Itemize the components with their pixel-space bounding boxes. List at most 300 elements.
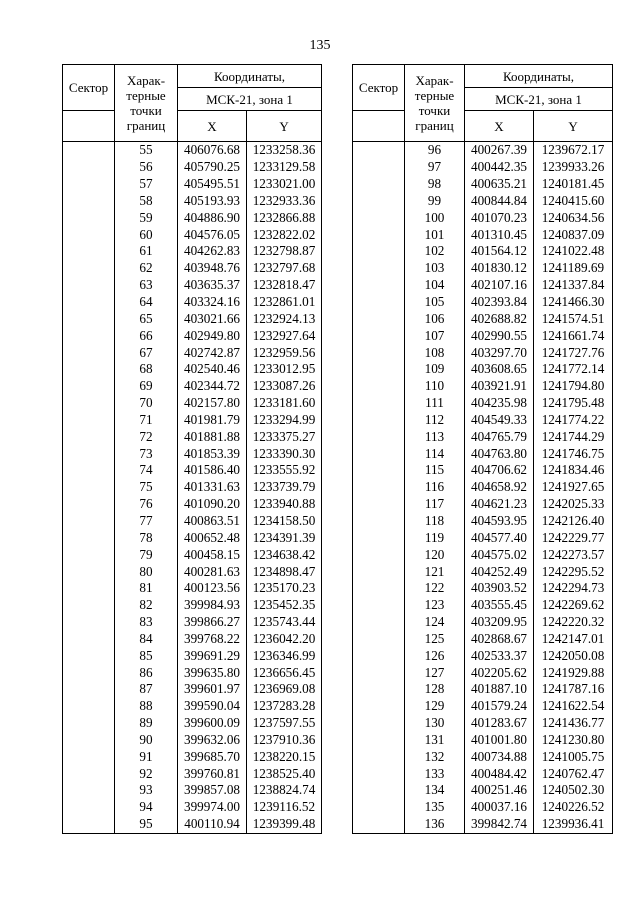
table-row bbox=[63, 799, 322, 816]
table-row bbox=[63, 294, 322, 311]
sector-cell bbox=[353, 209, 405, 226]
point-number-cell: 62 bbox=[115, 260, 178, 277]
y-coordinate-cell: 1236346.99 bbox=[247, 647, 322, 664]
y-coordinate-cell: 1235170.23 bbox=[247, 580, 322, 597]
y-coordinate-cell: 1241929.88 bbox=[534, 664, 613, 681]
sector-cell bbox=[63, 816, 115, 833]
table-row bbox=[353, 799, 613, 816]
point-number-cell: 96 bbox=[405, 142, 465, 159]
sector-cell bbox=[63, 698, 115, 715]
point-number-cell: 132 bbox=[405, 748, 465, 765]
coordinates-table-left bbox=[62, 64, 322, 834]
sector-cell bbox=[63, 209, 115, 226]
point-number-cell: 55 bbox=[115, 142, 178, 159]
x-coordinate-cell: 403021.66 bbox=[178, 310, 247, 327]
sector-cell bbox=[63, 765, 115, 782]
table-row bbox=[63, 597, 322, 614]
x-coordinate-cell: 400484.42 bbox=[465, 765, 534, 782]
point-number-cell: 61 bbox=[115, 243, 178, 260]
y-coordinate-cell: 1233940.88 bbox=[247, 496, 322, 513]
point-number-cell: 107 bbox=[405, 327, 465, 344]
table-row bbox=[353, 580, 613, 597]
x-coordinate-cell: 399842.74 bbox=[465, 816, 534, 833]
y-coordinate-cell: 1233129.58 bbox=[247, 159, 322, 176]
x-coordinate-cell: 400863.51 bbox=[178, 513, 247, 530]
x-coordinate-cell: 405495.51 bbox=[178, 176, 247, 193]
sector-cell bbox=[353, 344, 405, 361]
sector-cell bbox=[353, 546, 405, 563]
table-row bbox=[63, 361, 322, 378]
x-coordinate-cell: 399768.22 bbox=[178, 630, 247, 647]
point-number-cell: 98 bbox=[405, 176, 465, 193]
point-number-cell: 130 bbox=[405, 715, 465, 732]
x-coordinate-cell: 403209.95 bbox=[465, 614, 534, 631]
table-row bbox=[353, 428, 613, 445]
y-coordinate-cell: 1238824.74 bbox=[247, 782, 322, 799]
sector-cell bbox=[353, 529, 405, 546]
table-row bbox=[63, 732, 322, 749]
header-characteristic-points: Харак- терные точки границ bbox=[405, 65, 465, 142]
table-row bbox=[353, 563, 613, 580]
x-coordinate-cell: 404252.49 bbox=[465, 563, 534, 580]
point-number-cell: 85 bbox=[115, 647, 178, 664]
table-row bbox=[63, 647, 322, 664]
table-row bbox=[63, 630, 322, 647]
x-coordinate-cell: 402990.55 bbox=[465, 327, 534, 344]
x-coordinate-cell: 404577.40 bbox=[465, 529, 534, 546]
point-number-cell: 129 bbox=[405, 698, 465, 715]
x-coordinate-cell: 402157.80 bbox=[178, 395, 247, 412]
y-coordinate-cell: 1233021.00 bbox=[247, 176, 322, 193]
table-row bbox=[353, 597, 613, 614]
table-row bbox=[63, 176, 322, 193]
sector-cell bbox=[353, 681, 405, 698]
y-coordinate-cell: 1232822.02 bbox=[247, 226, 322, 243]
x-coordinate-cell: 401310.45 bbox=[465, 226, 534, 243]
x-coordinate-cell: 399635.80 bbox=[178, 664, 247, 681]
x-coordinate-cell: 400844.84 bbox=[465, 193, 534, 210]
y-coordinate-cell: 1233294.99 bbox=[247, 412, 322, 429]
table-row bbox=[353, 176, 613, 193]
x-coordinate-cell: 404765.79 bbox=[465, 428, 534, 445]
sector-cell bbox=[63, 479, 115, 496]
sector-cell bbox=[353, 462, 405, 479]
sector-cell bbox=[63, 748, 115, 765]
sector-cell bbox=[63, 412, 115, 429]
point-number-cell: 94 bbox=[115, 799, 178, 816]
point-number-cell: 134 bbox=[405, 782, 465, 799]
y-coordinate-cell: 1235743.44 bbox=[247, 614, 322, 631]
point-number-cell: 117 bbox=[405, 496, 465, 513]
point-number-cell: 133 bbox=[405, 765, 465, 782]
table-row bbox=[353, 647, 613, 664]
header-coordinate-system: МСК-21, зона 1 bbox=[465, 88, 613, 111]
sector-cell bbox=[353, 277, 405, 294]
y-coordinate-cell: 1236656.45 bbox=[247, 664, 322, 681]
sector-cell bbox=[353, 479, 405, 496]
header-y: Y bbox=[534, 111, 613, 142]
x-coordinate-cell: 402949.80 bbox=[178, 327, 247, 344]
table-row bbox=[353, 378, 613, 395]
y-coordinate-cell: 1241005.75 bbox=[534, 748, 613, 765]
point-number-cell: 64 bbox=[115, 294, 178, 311]
table-row bbox=[353, 715, 613, 732]
x-coordinate-cell: 404576.05 bbox=[178, 226, 247, 243]
point-number-cell: 71 bbox=[115, 412, 178, 429]
sector-cell bbox=[63, 681, 115, 698]
sector-cell bbox=[353, 496, 405, 513]
header-sector: Сектор bbox=[353, 65, 405, 111]
point-number-cell: 116 bbox=[405, 479, 465, 496]
y-coordinate-cell: 1232866.88 bbox=[247, 209, 322, 226]
x-coordinate-cell: 403324.16 bbox=[178, 294, 247, 311]
table-row bbox=[353, 529, 613, 546]
table-row bbox=[353, 732, 613, 749]
point-number-cell: 88 bbox=[115, 698, 178, 715]
y-coordinate-cell: 1240226.52 bbox=[534, 799, 613, 816]
sector-cell bbox=[63, 176, 115, 193]
sector-cell bbox=[63, 799, 115, 816]
y-coordinate-cell: 1233012.95 bbox=[247, 361, 322, 378]
point-number-cell: 73 bbox=[115, 445, 178, 462]
y-coordinate-cell: 1241794.80 bbox=[534, 378, 613, 395]
point-number-cell: 103 bbox=[405, 260, 465, 277]
y-coordinate-cell: 1235452.35 bbox=[247, 597, 322, 614]
x-coordinate-cell: 401887.10 bbox=[465, 681, 534, 698]
point-number-cell: 63 bbox=[115, 277, 178, 294]
point-number-cell: 120 bbox=[405, 546, 465, 563]
table-row bbox=[353, 546, 613, 563]
sector-cell bbox=[353, 193, 405, 210]
x-coordinate-cell: 400251.46 bbox=[465, 782, 534, 799]
table-row bbox=[353, 664, 613, 681]
table-row bbox=[63, 428, 322, 445]
x-coordinate-cell: 405193.93 bbox=[178, 193, 247, 210]
table-row bbox=[353, 193, 613, 210]
y-coordinate-cell: 1242269.62 bbox=[534, 597, 613, 614]
table-row bbox=[353, 765, 613, 782]
x-coordinate-cell: 404593.95 bbox=[465, 513, 534, 530]
point-number-cell: 76 bbox=[115, 496, 178, 513]
sector-cell bbox=[353, 630, 405, 647]
table-row bbox=[63, 580, 322, 597]
point-number-cell: 111 bbox=[405, 395, 465, 412]
point-number-cell: 135 bbox=[405, 799, 465, 816]
sector-cell bbox=[63, 243, 115, 260]
x-coordinate-cell: 401981.79 bbox=[178, 412, 247, 429]
point-number-cell: 118 bbox=[405, 513, 465, 530]
y-coordinate-cell: 1232933.36 bbox=[247, 193, 322, 210]
x-coordinate-cell: 406076.68 bbox=[178, 142, 247, 159]
x-coordinate-cell: 402205.62 bbox=[465, 664, 534, 681]
point-number-cell: 79 bbox=[115, 546, 178, 563]
x-coordinate-cell: 401586.40 bbox=[178, 462, 247, 479]
sector-cell bbox=[353, 748, 405, 765]
sector-cell bbox=[63, 647, 115, 664]
y-coordinate-cell: 1241834.46 bbox=[534, 462, 613, 479]
table-row bbox=[353, 782, 613, 799]
x-coordinate-cell: 399866.27 bbox=[178, 614, 247, 631]
y-coordinate-cell: 1240415.60 bbox=[534, 193, 613, 210]
point-number-cell: 78 bbox=[115, 529, 178, 546]
sector-cell bbox=[353, 395, 405, 412]
y-coordinate-cell: 1233739.79 bbox=[247, 479, 322, 496]
sector-cell bbox=[353, 243, 405, 260]
sector-cell bbox=[353, 799, 405, 816]
point-number-cell: 74 bbox=[115, 462, 178, 479]
sector-cell bbox=[63, 226, 115, 243]
y-coordinate-cell: 1240762.47 bbox=[534, 765, 613, 782]
y-coordinate-cell: 1241746.75 bbox=[534, 445, 613, 462]
table-body-right bbox=[353, 142, 613, 834]
sector-cell bbox=[353, 782, 405, 799]
point-number-cell: 57 bbox=[115, 176, 178, 193]
y-coordinate-cell: 1232959.56 bbox=[247, 344, 322, 361]
x-coordinate-cell: 400110.94 bbox=[178, 816, 247, 833]
point-number-cell: 59 bbox=[115, 209, 178, 226]
point-number-cell: 123 bbox=[405, 597, 465, 614]
x-coordinate-cell: 403608.65 bbox=[465, 361, 534, 378]
sector-cell bbox=[63, 580, 115, 597]
table-row bbox=[63, 159, 322, 176]
y-coordinate-cell: 1242273.57 bbox=[534, 546, 613, 563]
table-row bbox=[63, 698, 322, 715]
table-row bbox=[353, 479, 613, 496]
point-number-cell: 125 bbox=[405, 630, 465, 647]
sector-cell bbox=[63, 159, 115, 176]
x-coordinate-cell: 402742.87 bbox=[178, 344, 247, 361]
point-number-cell: 67 bbox=[115, 344, 178, 361]
x-coordinate-cell: 401090.20 bbox=[178, 496, 247, 513]
sector-cell bbox=[353, 563, 405, 580]
sector-cell bbox=[63, 277, 115, 294]
x-coordinate-cell: 403921.91 bbox=[465, 378, 534, 395]
table-row bbox=[63, 782, 322, 799]
y-coordinate-cell: 1232861.01 bbox=[247, 294, 322, 311]
y-coordinate-cell: 1241230.80 bbox=[534, 732, 613, 749]
y-coordinate-cell: 1241772.14 bbox=[534, 361, 613, 378]
point-number-cell: 126 bbox=[405, 647, 465, 664]
page-number: 135 bbox=[309, 38, 331, 53]
x-coordinate-cell: 399600.09 bbox=[178, 715, 247, 732]
point-number-cell: 89 bbox=[115, 715, 178, 732]
x-coordinate-cell: 403297.70 bbox=[465, 344, 534, 361]
x-coordinate-cell: 401564.12 bbox=[465, 243, 534, 260]
y-coordinate-cell: 1241337.84 bbox=[534, 277, 613, 294]
table-row bbox=[353, 445, 613, 462]
header-coordinate-system: МСК-21, зона 1 bbox=[178, 88, 322, 111]
x-coordinate-cell: 404621.23 bbox=[465, 496, 534, 513]
sector-cell bbox=[63, 782, 115, 799]
point-number-cell: 108 bbox=[405, 344, 465, 361]
sector-cell bbox=[353, 428, 405, 445]
point-number-cell: 83 bbox=[115, 614, 178, 631]
point-number-cell: 136 bbox=[405, 816, 465, 833]
sector-cell bbox=[353, 715, 405, 732]
x-coordinate-cell: 402540.46 bbox=[178, 361, 247, 378]
sector-cell bbox=[353, 597, 405, 614]
y-coordinate-cell: 1241574.51 bbox=[534, 310, 613, 327]
table-row bbox=[353, 260, 613, 277]
x-coordinate-cell: 401579.24 bbox=[465, 698, 534, 715]
y-coordinate-cell: 1241661.74 bbox=[534, 327, 613, 344]
y-coordinate-cell: 1241787.16 bbox=[534, 681, 613, 698]
y-coordinate-cell: 1241727.76 bbox=[534, 344, 613, 361]
table-row bbox=[63, 496, 322, 513]
point-number-cell: 87 bbox=[115, 681, 178, 698]
x-coordinate-cell: 401331.63 bbox=[178, 479, 247, 496]
table-row bbox=[353, 462, 613, 479]
sector-cell bbox=[353, 378, 405, 395]
x-coordinate-cell: 401070.23 bbox=[465, 209, 534, 226]
y-coordinate-cell: 1239936.41 bbox=[534, 816, 613, 833]
y-coordinate-cell: 1232924.13 bbox=[247, 310, 322, 327]
sector-cell bbox=[63, 715, 115, 732]
y-coordinate-cell: 1242295.52 bbox=[534, 563, 613, 580]
y-coordinate-cell: 1238525.40 bbox=[247, 765, 322, 782]
table-body-left bbox=[63, 142, 322, 834]
table-row bbox=[63, 462, 322, 479]
point-number-cell: 69 bbox=[115, 378, 178, 395]
point-number-cell: 114 bbox=[405, 445, 465, 462]
table-row bbox=[353, 748, 613, 765]
x-coordinate-cell: 400652.48 bbox=[178, 529, 247, 546]
header-x: X bbox=[178, 111, 247, 142]
point-number-cell: 100 bbox=[405, 209, 465, 226]
y-coordinate-cell: 1241795.48 bbox=[534, 395, 613, 412]
sector-cell bbox=[353, 412, 405, 429]
table-row bbox=[353, 327, 613, 344]
x-coordinate-cell: 399601.97 bbox=[178, 681, 247, 698]
sector-cell bbox=[63, 310, 115, 327]
point-number-cell: 60 bbox=[115, 226, 178, 243]
table-row bbox=[63, 816, 322, 833]
header-coordinates: Координаты, bbox=[178, 65, 322, 88]
x-coordinate-cell: 399857.08 bbox=[178, 782, 247, 799]
table-row bbox=[63, 563, 322, 580]
x-coordinate-cell: 401001.80 bbox=[465, 732, 534, 749]
y-coordinate-cell: 1242126.40 bbox=[534, 513, 613, 530]
sector-cell bbox=[353, 260, 405, 277]
y-coordinate-cell: 1242229.77 bbox=[534, 529, 613, 546]
sector-cell bbox=[353, 664, 405, 681]
x-coordinate-cell: 402533.37 bbox=[465, 647, 534, 664]
sector-cell bbox=[63, 462, 115, 479]
y-coordinate-cell: 1241774.22 bbox=[534, 412, 613, 429]
y-coordinate-cell: 1232927.64 bbox=[247, 327, 322, 344]
sector-cell bbox=[353, 698, 405, 715]
sector-cell bbox=[63, 513, 115, 530]
table-row bbox=[63, 243, 322, 260]
header-sector-blank bbox=[353, 111, 405, 142]
table-row bbox=[63, 226, 322, 243]
table-row bbox=[353, 310, 613, 327]
header-characteristic-points: Харак- терные точки границ bbox=[115, 65, 178, 142]
x-coordinate-cell: 400635.21 bbox=[465, 176, 534, 193]
header-x: X bbox=[465, 111, 534, 142]
table-row bbox=[353, 630, 613, 647]
point-number-cell: 95 bbox=[115, 816, 178, 833]
table-row bbox=[353, 344, 613, 361]
y-coordinate-cell: 1237910.36 bbox=[247, 732, 322, 749]
sector-cell bbox=[63, 378, 115, 395]
y-coordinate-cell: 1239672.17 bbox=[534, 142, 613, 159]
table-row bbox=[63, 344, 322, 361]
table-row bbox=[353, 412, 613, 429]
y-coordinate-cell: 1239116.52 bbox=[247, 799, 322, 816]
point-number-cell: 93 bbox=[115, 782, 178, 799]
x-coordinate-cell: 402868.67 bbox=[465, 630, 534, 647]
table-row bbox=[63, 529, 322, 546]
x-coordinate-cell: 400037.16 bbox=[465, 799, 534, 816]
point-number-cell: 124 bbox=[405, 614, 465, 631]
header-sector-blank bbox=[63, 111, 115, 142]
x-coordinate-cell: 405790.25 bbox=[178, 159, 247, 176]
x-coordinate-cell: 402344.72 bbox=[178, 378, 247, 395]
point-number-cell: 104 bbox=[405, 277, 465, 294]
point-number-cell: 109 bbox=[405, 361, 465, 378]
table-row bbox=[63, 412, 322, 429]
table-row bbox=[353, 395, 613, 412]
point-number-cell: 65 bbox=[115, 310, 178, 327]
point-number-cell: 77 bbox=[115, 513, 178, 530]
table-row bbox=[63, 395, 322, 412]
point-number-cell: 99 bbox=[405, 193, 465, 210]
sector-cell bbox=[353, 816, 405, 833]
header-y: Y bbox=[247, 111, 322, 142]
y-coordinate-cell: 1240502.30 bbox=[534, 782, 613, 799]
x-coordinate-cell: 404886.90 bbox=[178, 209, 247, 226]
sector-cell bbox=[353, 327, 405, 344]
y-coordinate-cell: 1233181.60 bbox=[247, 395, 322, 412]
table-row bbox=[353, 698, 613, 715]
x-coordinate-cell: 399691.29 bbox=[178, 647, 247, 664]
y-coordinate-cell: 1242147.01 bbox=[534, 630, 613, 647]
x-coordinate-cell: 402688.82 bbox=[465, 310, 534, 327]
table-row bbox=[63, 479, 322, 496]
y-coordinate-cell: 1232818.47 bbox=[247, 277, 322, 294]
y-coordinate-cell: 1239399.48 bbox=[247, 816, 322, 833]
y-coordinate-cell: 1234158.50 bbox=[247, 513, 322, 530]
table-row bbox=[63, 209, 322, 226]
point-number-cell: 115 bbox=[405, 462, 465, 479]
x-coordinate-cell: 404763.80 bbox=[465, 445, 534, 462]
point-number-cell: 58 bbox=[115, 193, 178, 210]
point-number-cell: 92 bbox=[115, 765, 178, 782]
table-row bbox=[63, 546, 322, 563]
y-coordinate-cell: 1241622.54 bbox=[534, 698, 613, 715]
y-coordinate-cell: 1242294.73 bbox=[534, 580, 613, 597]
sector-cell bbox=[353, 580, 405, 597]
y-coordinate-cell: 1240181.45 bbox=[534, 176, 613, 193]
header-coordinates: Координаты, bbox=[465, 65, 613, 88]
x-coordinate-cell: 399984.93 bbox=[178, 597, 247, 614]
sector-cell bbox=[353, 361, 405, 378]
y-coordinate-cell: 1234638.42 bbox=[247, 546, 322, 563]
y-coordinate-cell: 1234391.39 bbox=[247, 529, 322, 546]
sector-cell bbox=[353, 294, 405, 311]
point-number-cell: 128 bbox=[405, 681, 465, 698]
y-coordinate-cell: 1233390.30 bbox=[247, 445, 322, 462]
y-coordinate-cell: 1238220.15 bbox=[247, 748, 322, 765]
x-coordinate-cell: 404235.98 bbox=[465, 395, 534, 412]
sector-cell bbox=[63, 630, 115, 647]
x-coordinate-cell: 400442.35 bbox=[465, 159, 534, 176]
table-row bbox=[353, 159, 613, 176]
x-coordinate-cell: 402107.16 bbox=[465, 277, 534, 294]
point-number-cell: 70 bbox=[115, 395, 178, 412]
point-number-cell: 110 bbox=[405, 378, 465, 395]
